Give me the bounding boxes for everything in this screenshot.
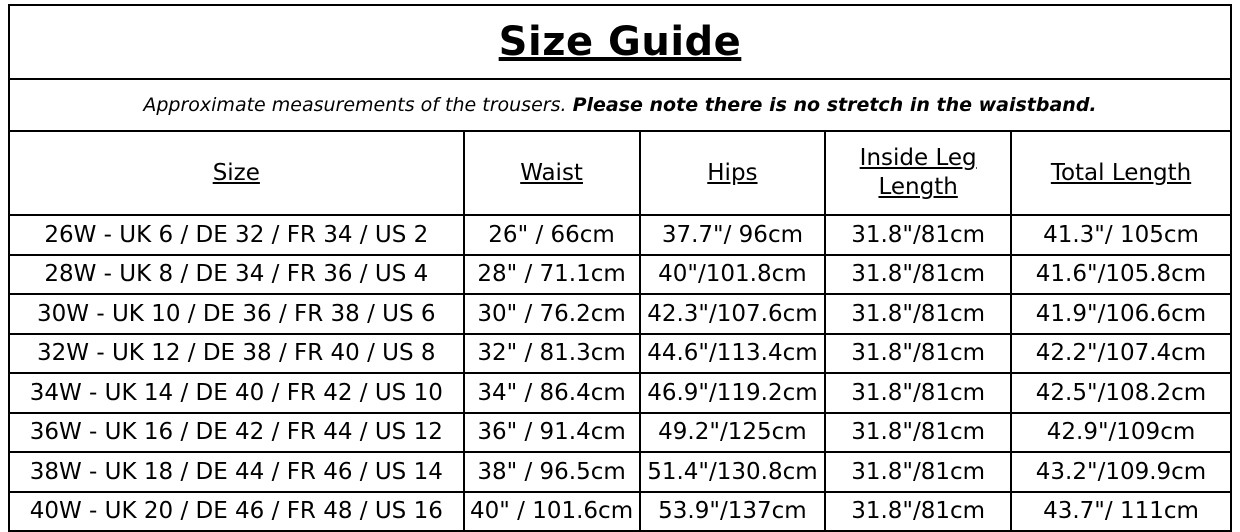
cell-total-length: 41.3"/ 105cm [1011, 215, 1231, 255]
table-row [9, 492, 1231, 532]
cell-total-length: 43.7"/ 111cm [1011, 492, 1231, 532]
note-bold-text: Please note there is no stretch in the waistband. [572, 93, 1097, 116]
cell-total-length: 41.6"/105.8cm [1011, 255, 1231, 295]
cell-size: 40W - UK 20 / DE 46 / FR 48 / US 16 [9, 492, 464, 532]
cell-size: 30W - UK 10 / DE 36 / FR 38 / US 6 [9, 294, 464, 334]
cell-waist: 26" / 66cm [464, 215, 640, 255]
cell-hips: 40"/101.8cm [640, 255, 826, 295]
cell-size: 26W - UK 6 / DE 32 / FR 34 / US 2 [9, 215, 464, 255]
table-row [9, 215, 1231, 255]
cell-waist: 36" / 91.4cm [464, 413, 640, 453]
cell-waist: 30" / 76.2cm [464, 294, 640, 334]
cell-inside-leg: 31.8"/81cm [825, 452, 1011, 492]
note-row [9, 79, 1231, 131]
cell-size: 32W - UK 12 / DE 38 / FR 40 / US 8 [9, 334, 464, 374]
table-header-row [9, 131, 1231, 215]
column-header-inside-leg-line1: Inside Leg [859, 145, 977, 172]
cell-hips: 51.4"/130.8cm [640, 452, 826, 492]
column-header-total-length [1011, 131, 1231, 215]
table-row [9, 255, 1231, 295]
column-header-waist-label: Waist [520, 159, 583, 186]
cell-inside-leg: 31.8"/81cm [825, 294, 1011, 334]
cell-inside-leg: 31.8"/81cm [825, 492, 1011, 532]
cell-size: 36W - UK 16 / DE 42 / FR 44 / US 12 [9, 413, 464, 453]
cell-waist: 32" / 81.3cm [464, 334, 640, 374]
cell-waist: 28" / 71.1cm [464, 255, 640, 295]
cell-total-length: 41.9"/106.6cm [1011, 294, 1231, 334]
cell-total-length: 42.9"/109cm [1011, 413, 1231, 453]
cell-hips: 37.7"/ 96cm [640, 215, 826, 255]
note-regular-text: Approximate measurements of the trousers. [143, 93, 567, 116]
column-header-inside-leg-line2: Length [878, 174, 958, 200]
note-cell [9, 79, 1231, 131]
column-header-size-label: Size [212, 159, 260, 186]
table-row [9, 413, 1231, 453]
cell-total-length: 42.2"/107.4cm [1011, 334, 1231, 374]
column-header-inside-leg [825, 131, 1011, 215]
cell-waist: 38" / 96.5cm [464, 452, 640, 492]
column-header-hips-label: Hips [707, 159, 758, 186]
cell-hips: 53.9"/137cm [640, 492, 826, 532]
cell-inside-leg: 31.8"/81cm [825, 373, 1011, 413]
table-row [9, 373, 1231, 413]
column-header-size [9, 131, 464, 215]
cell-size: 34W - UK 14 / DE 40 / FR 42 / US 10 [9, 373, 464, 413]
title-row [9, 5, 1231, 79]
cell-size: 38W - UK 18 / DE 44 / FR 46 / US 14 [9, 452, 464, 492]
cell-waist: 34" / 86.4cm [464, 373, 640, 413]
cell-inside-leg: 31.8"/81cm [825, 215, 1011, 255]
page-title-cell [9, 5, 1231, 79]
size-guide-table [8, 4, 1232, 532]
cell-hips: 42.3"/107.6cm [640, 294, 826, 334]
cell-hips: 49.2"/125cm [640, 413, 826, 453]
table-row [9, 294, 1231, 334]
cell-inside-leg: 31.8"/81cm [825, 255, 1011, 295]
page-title: Size Guide [498, 19, 742, 65]
cell-total-length: 42.5"/108.2cm [1011, 373, 1231, 413]
cell-inside-leg: 31.8"/81cm [825, 334, 1011, 374]
column-header-waist [464, 131, 640, 215]
cell-hips: 44.6"/113.4cm [640, 334, 826, 374]
table-row [9, 334, 1231, 374]
cell-size: 28W - UK 8 / DE 34 / FR 36 / US 4 [9, 255, 464, 295]
column-header-hips [640, 131, 826, 215]
cell-inside-leg: 31.8"/81cm [825, 413, 1011, 453]
note-text [133, 94, 1106, 116]
cell-total-length: 43.2"/109.9cm [1011, 452, 1231, 492]
column-header-total-length-label: Total Length [1050, 159, 1192, 186]
cell-waist: 40" / 101.6cm [464, 492, 640, 532]
table-row [9, 452, 1231, 492]
cell-hips: 46.9"/119.2cm [640, 373, 826, 413]
